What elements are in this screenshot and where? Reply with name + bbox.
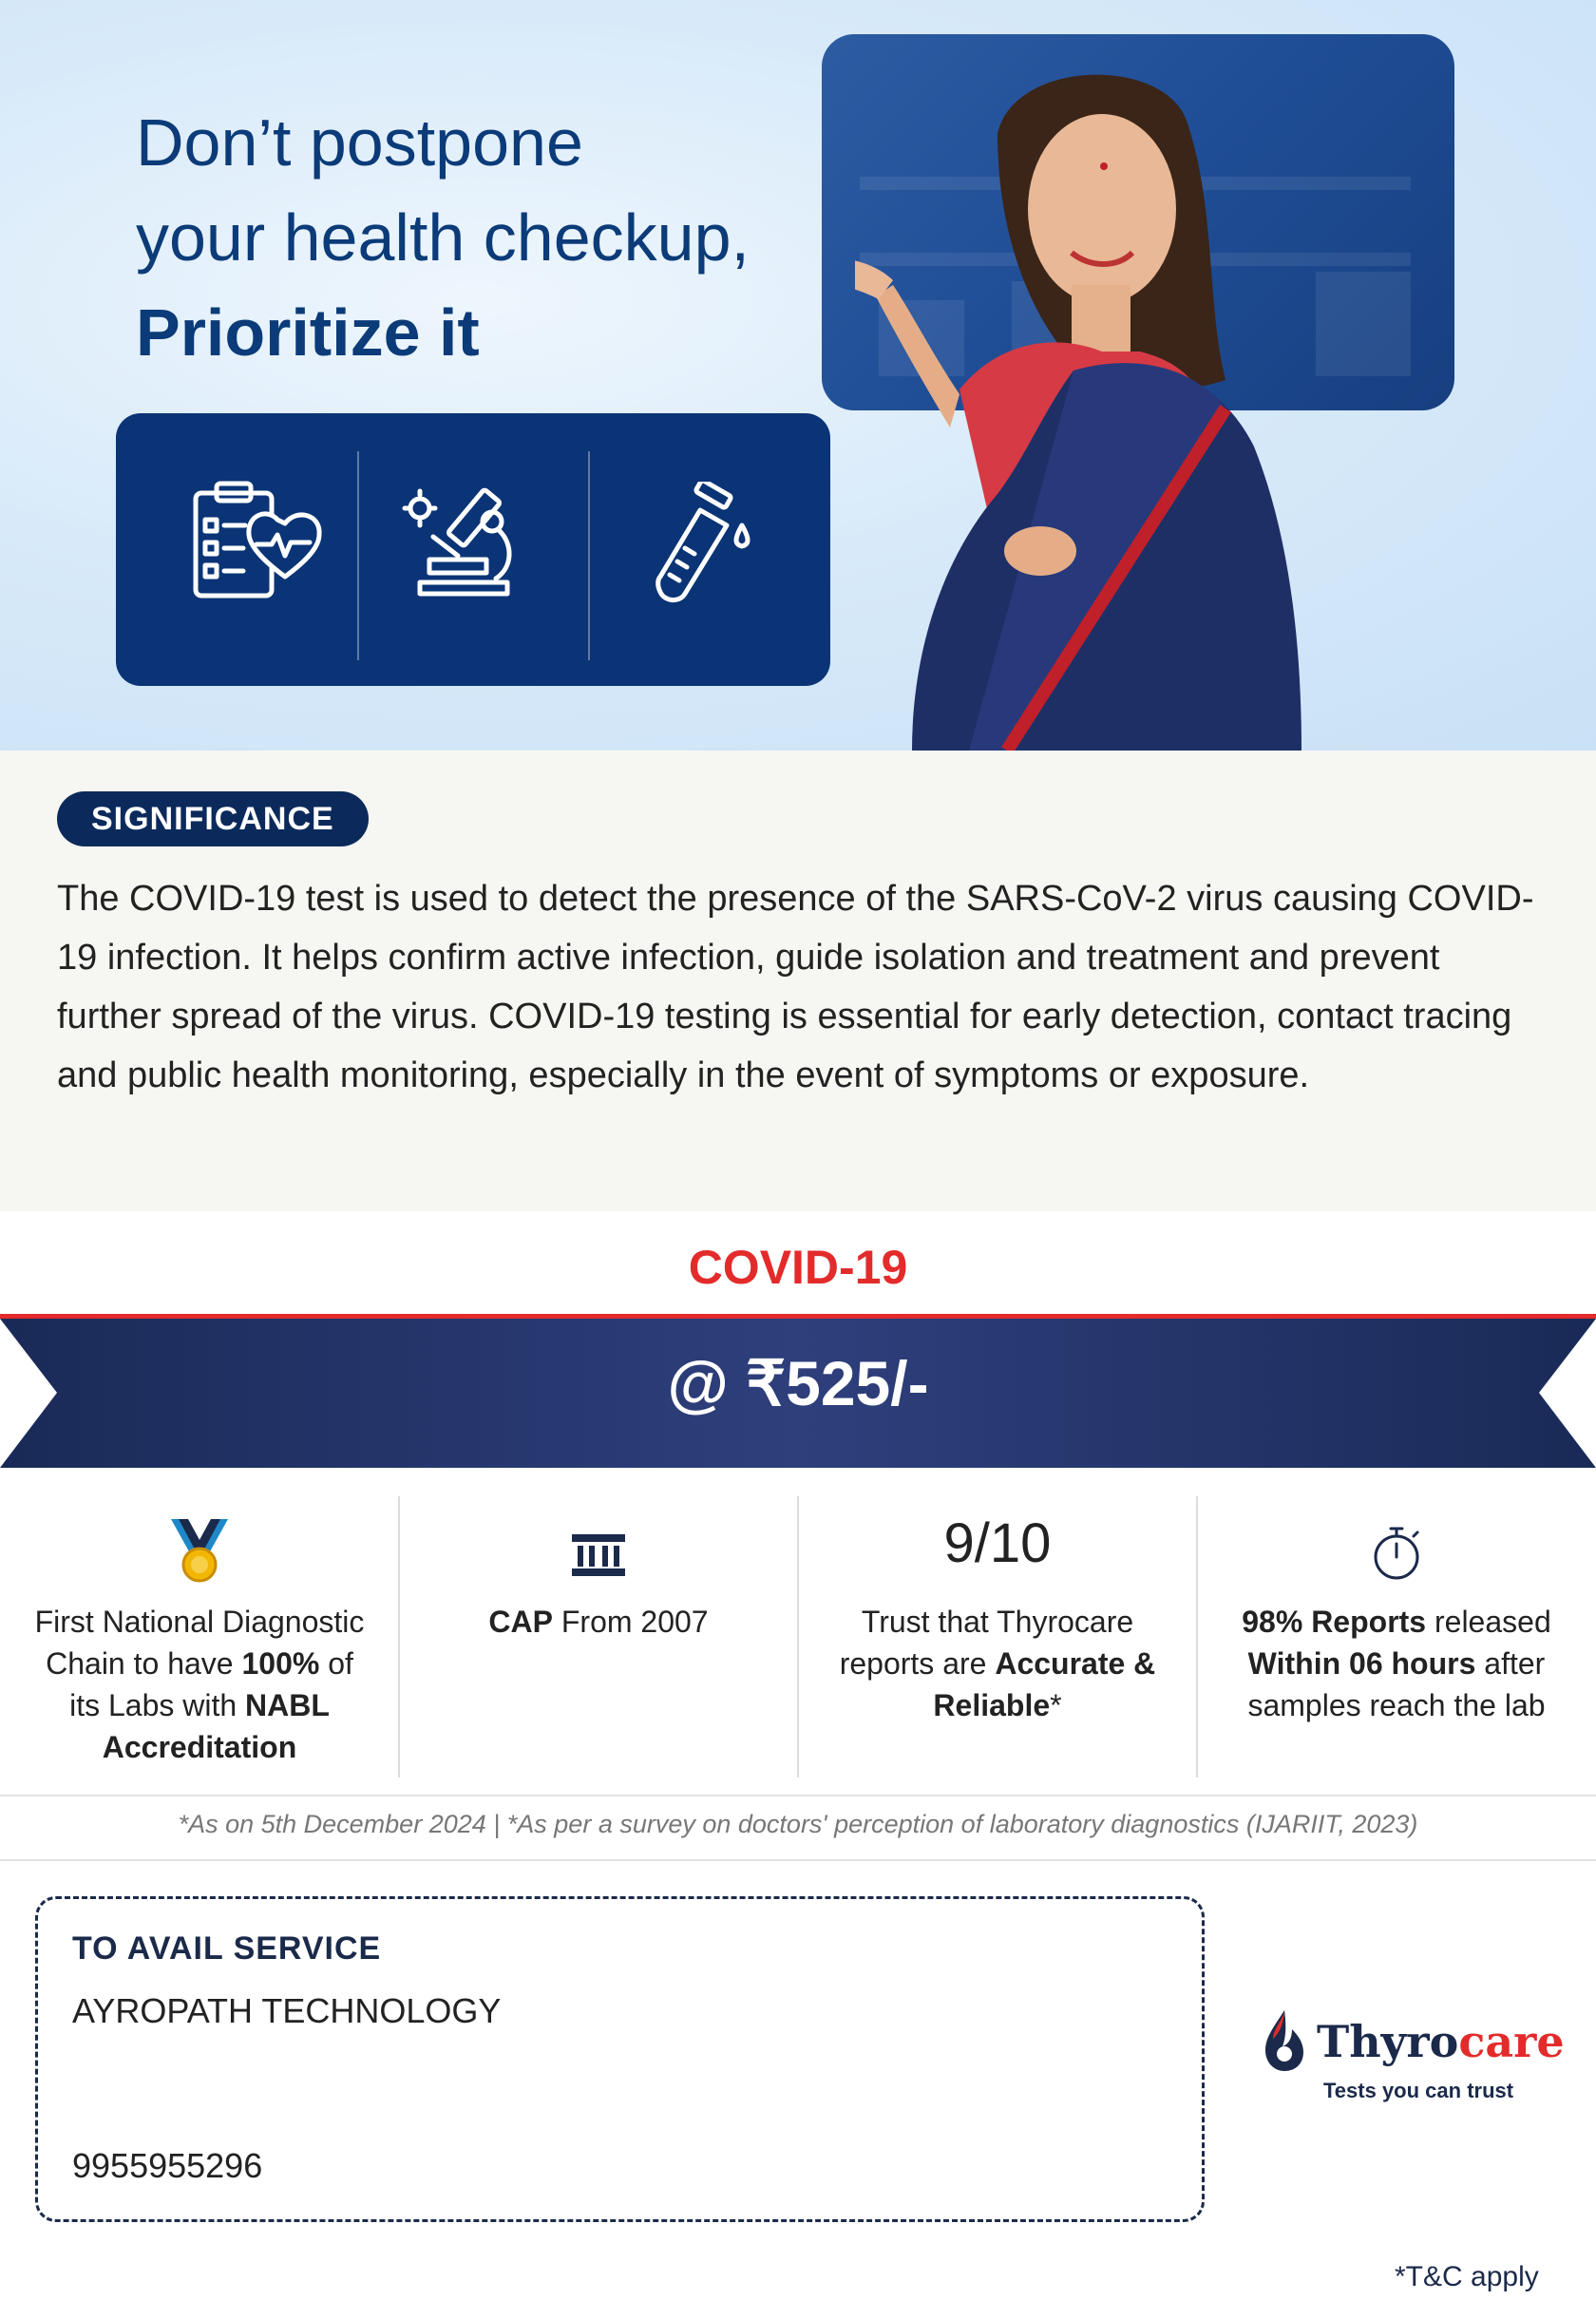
significance-text: The COVID-19 test is used to detect the presence of the SARS-CoV-2 virus causing COVID-19 infection. It helps confirm active infection, guide isolation and treatment and prevent further spread of the virus. COVID-19 testing is essential for early detection, contact tracing and public health monitoring, especially in the event of symptoms or exposure. — [57, 879, 1534, 1095]
feature-text: First National Diagnostic Chain to have 100% of its Labs with NABL Accreditation — [34, 1605, 365, 1764]
terms-note: *T&C apply — [1395, 2261, 1539, 2292]
feature-text: 98% Reports released Within 06 hours after samples reach the lab — [1242, 1605, 1551, 1722]
microscope-icon — [401, 480, 524, 603]
thyrocare-logo-icon — [1260, 2008, 1309, 2073]
trust-score: 9/10 — [943, 1512, 1052, 1574]
feature-divider — [1196, 1496, 1198, 1777]
provider-name: AYROPATH TECHNOLOGY — [72, 1991, 502, 2030]
icon-divider — [357, 451, 359, 660]
brand-tagline: Tests you can trust — [1323, 2079, 1514, 2102]
icon-divider — [588, 451, 590, 660]
ambassador-photo — [855, 67, 1387, 751]
test-tube-icon — [643, 482, 757, 615]
avail-title: TO AVAIL SERVICE — [72, 1930, 382, 1967]
institution-icon — [568, 1530, 629, 1580]
divider — [0, 1795, 1596, 1796]
footnote: *As on 5th December 2024 | *As per a survey on doctors' perception of laboratory diagnostics (IJARIIT, 2023) — [178, 1810, 1418, 1838]
clipboard-heart-icon — [190, 480, 323, 603]
test-name: COVID-19 — [688, 1241, 908, 1294]
service-icons-panel — [116, 413, 830, 686]
feature-divider — [398, 1496, 400, 1777]
feature-text: Trust that Thyrocare reports are Accurate & Reliable* — [839, 1605, 1156, 1722]
headline-line: Don’t postpone — [136, 105, 583, 180]
hero-banner — [0, 0, 1596, 751]
divider — [0, 1859, 1596, 1861]
significance-badge: SIGNIFICANCE — [57, 791, 369, 846]
price-label: @ ₹525/- — [667, 1348, 929, 1418]
hero-headline — [136, 95, 750, 380]
medal-icon — [165, 1515, 234, 1584]
feature-text: CAP From 2007 — [488, 1605, 709, 1639]
headline-emphasis: Prioritize it — [136, 295, 480, 370]
brand-name: Thyrocare — [1317, 2016, 1565, 2067]
stopwatch-icon — [1368, 1523, 1425, 1584]
headline-line: your health checkup, — [136, 200, 750, 275]
provider-phone[interactable]: 9955955296 — [72, 2146, 263, 2185]
